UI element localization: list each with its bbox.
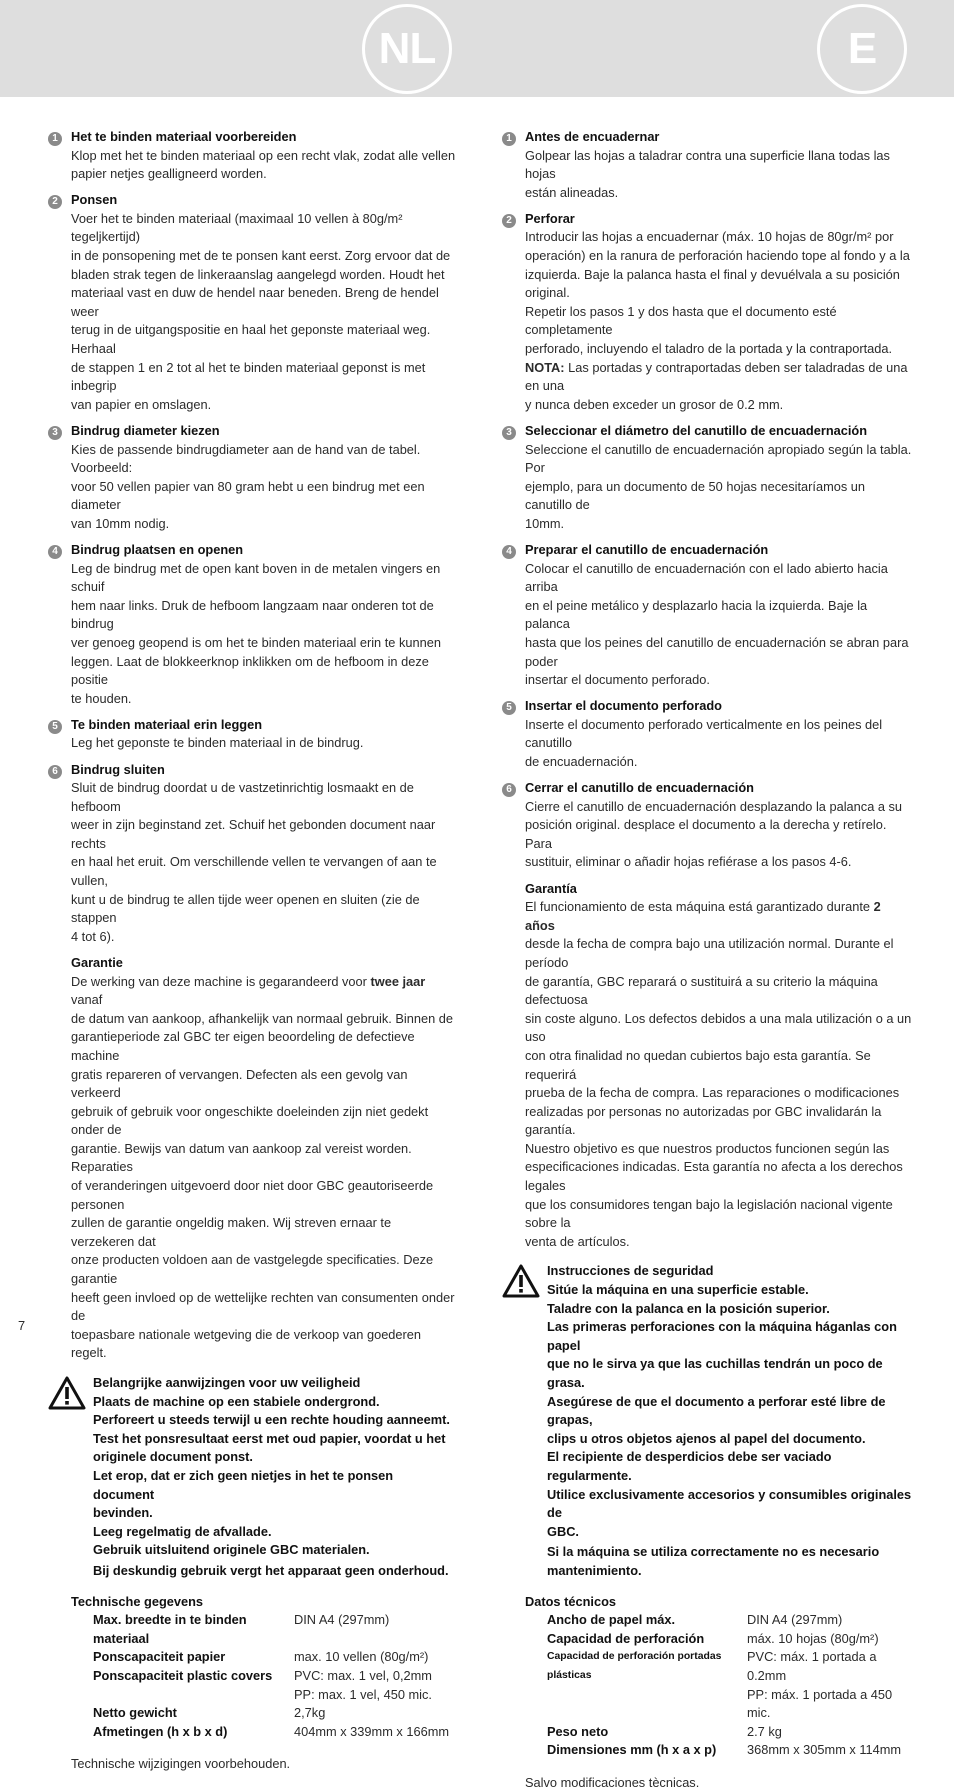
step-number: 3 — [502, 426, 516, 440]
safety-instructions: Belangrijke aanwijzingen voor uw veiligheid Plaats de machine op een stabiele ondergrond. Perforeert u steeds terwijl u een rechte houding aanneemt. Test het ponsresultaat eerst met oud papier, voordat u het originele document ponst. Let erop, dat er zich geen nietjes in het te ponsen document bevinden. Leeg regelmatig de afvallade. Gebruik uitsluitend originele GBC materialen. — [93, 1375, 450, 1558]
step-title: Bindrug plaatsen en openen — [71, 541, 244, 557]
spec-row: Afmetingen (h x b x d) 404mm x 339mm x 166mm — [93, 1723, 450, 1739]
step-text: Leg het geponste te binden materiaal in de bindrug. — [71, 735, 364, 751]
step-number: 5 — [502, 701, 516, 715]
step-number: 2 — [502, 214, 516, 228]
column-spanish — [502, 128, 912, 1792]
spec-row: Dimensiones mm (h x a x p) 368mm x 305mm x 114mm — [547, 1742, 902, 1758]
safety-maintenance: Bij deskundig gebruik vergt het apparaat geen onderhoud. — [93, 1562, 449, 1578]
step-number: 5 — [48, 720, 62, 734]
spec-row: PP: max. 1 vel, 450 mic. — [294, 1686, 432, 1702]
spec-row: PP: máx. 1 portada a 450 mic. — [747, 1686, 893, 1721]
step-title: Cerrar el canutillo de encuadernación — [525, 780, 754, 796]
spec-row: Ancho de papel máx. DIN A4 (297mm) — [547, 1612, 843, 1628]
safety-section — [502, 1262, 912, 1580]
step-title: Bindrug diameter kiezen — [71, 422, 220, 438]
step-text: Introducir las hojas a encuadernar (máx. 10 hojas de 80gr/m² por operación) en la ranura de perforación haciendo tope al fondo y a la izquierda. Baje la palanca hasta el final y devuélvala a su posición original. Repetir los pasos 1 y dos hasta que el documento esté completamente perforado, incluyendo el taladro de la portada y la contraportada. — [525, 229, 910, 357]
step-1 — [502, 128, 912, 202]
spec-row: Max. breedte in te binden materiaal DIN A4 (297mm) — [93, 1612, 390, 1646]
guarantee-title: Garantie — [71, 954, 123, 970]
language-badge-es: E — [817, 4, 907, 94]
step-title: Insertar el documento perforado — [525, 698, 722, 714]
step-3 — [48, 422, 456, 534]
page-header — [0, 0, 954, 97]
footer-note: Technische wijzigingen voorbehouden. — [71, 1756, 291, 1772]
step-number: 4 — [48, 545, 62, 559]
step-text: Seleccione el canutillo de encuadernación apropiado según la tabla. Por ejemplo, para un documento de 50 hojas necesitaríamos un canutillo de 10mm. — [525, 441, 912, 531]
spec-row: Peso neto 2.7 kg — [547, 1723, 782, 1739]
step-text: Cierre el canutillo de encuadernación desplazando la palanca a su posición original. desplace el documento a la derecha y retírelo. Para sustituir, eliminar o añadir hojas refiérase a los pasos 4-6. — [525, 798, 903, 870]
step-title: Antes de encuadernar — [525, 129, 660, 144]
guarantee-text: De werking van deze machine is gegarandeerd voor twee jaar vanaf de datum van aankoop, afhankelijk van normaal gebruik. Binnen de garantieperiode zal GBC ter eigen beoordeling de defectieve machine gratis repareren of vervangen. Defecten als een gevolg van verkeerd gebruik of gebruik voor ongeschikte doeleinden zijn niet gedekt onder de garantie. Bewijs van datum van aankoop zal vereist worden. Reparaties of veranderingen uitgevoerd door niet door GBC geautoriseerde personen zullen de garantie ongeldig maken. Wij streven ernaar te verzekeren dat onze producten voldoen aan de vastgelegde specificaties. Deze garantie heeft geen invloed op de wettelijke rechten van consumenten onder de toepasbare nationale wetgeving die de verkoop van goederen regelt. — [71, 973, 455, 1361]
step-text: Kies de passende bindrugdiameter aan de hand van de tabel. Voorbeeld: voor 50 vellen papier van 80 gram hebt u een bindrug met een diameter van 10mm nodig. — [71, 441, 425, 531]
step-4 — [502, 541, 912, 690]
step-6 — [48, 761, 456, 947]
step-text: Leg de bindrug met de open kant boven in de metalen vingers en schuif hem naar links. Druk de hefboom langzaam naar onderen tot de bindrug ver genoeg geopend is om het te binden materiaal erin te kunnen leggen. Laat de blokkeerknop inklikken om de hefboom in deze positie te houden. — [71, 560, 441, 706]
warning-icon — [502, 1264, 540, 1298]
step-text: Inserte el documento perforado verticalmente en los peines del canutillo de encuadernación. — [525, 716, 883, 769]
step-title: Bindrug sluiten — [71, 761, 165, 777]
step-6 — [502, 779, 912, 872]
step-1 — [48, 128, 456, 184]
spec-row: Capacidad de perforación portadas plásticas PVC: máx. 1 portada a 0.2mm — [547, 1649, 877, 1683]
safety-instructions: Instrucciones de seguridad Sitúe la máquina en una superficie estable. Taladre con la palanca en la posición superior. Las primeras perforaciones con la máquina háganlas con papel que no le sirva ya que las cuchillas tendrán un poco de grasa. Asegúrese de que el documento a perforar esté libre de grapas, clips u otros objetos ajenos al papel del documento. El recipiente de desperdicios debe ser vaciado regularmente. Utilice exclusivamente accesorios y consumibles originales de GBC. — [547, 1263, 912, 1539]
step-2 — [48, 191, 456, 414]
step-number: 3 — [48, 426, 62, 440]
column-dutch — [48, 128, 456, 1774]
step-number: 6 — [502, 783, 516, 797]
spec-row: Ponscapaciteit papier max. 10 vellen (80g/m²) — [93, 1649, 429, 1665]
spec-row: Netto gewicht 2,7kg — [93, 1705, 326, 1721]
step-title: Te binden materiaal erin leggen — [71, 716, 263, 732]
step-text: Golpear las hojas a taladrar contra una superficie llana todas las hojas están alineadas. — [525, 147, 890, 200]
step-number: 1 — [48, 132, 62, 146]
guarantee-title: Garantía — [525, 880, 577, 896]
warning-icon — [48, 1376, 86, 1410]
step-number: 1 — [502, 132, 516, 146]
tech-specs-title: Datos técnicos — [525, 1593, 617, 1609]
spec-row: Ponscapaciteit plastic covers PVC: max. 1 vel, 0,2mm — [93, 1667, 432, 1683]
guarantee-section — [502, 880, 912, 1252]
guarantee-text: El funcionamiento de esta máquina está garantizado durante 2 años desde la fecha de compra bajo una utilización normal. Durante el período de garantía, GBC reparará o sustituirá a su criterio la máquina defectuosa sin coste alguno. Los defectos debidos a una mala utilización o a un uso con otra finalidad no quedan cubiertos bajo esta garantía. Se requerirá prueba de la fecha de compra. Las reparaciones o modificaciones realizadas por personas no autorizadas por GBC invalidarán la garantía. Nuestro objetivo es que nuestros productos funcionen según las especificaciones indicadas. Esta garantía no afecta a los derechos legales que los consumidores tengan bajo la legislación nacional vigente sobre la venta de artículos. — [525, 899, 912, 1249]
step-title: Het te binden materiaal voorbereiden — [71, 129, 297, 144]
step-3 — [502, 422, 912, 534]
step-text: Voer het te binden materiaal (maximaal 10 vellen à 80g/m² tegeljkertijd) in de ponsopening met de te ponsen kant eerst. Zorg ervoor dat de bladen strak tegen de linkeraanslag aangelegd worden. Houdt het materiaal vast en duw de hendel naar beneden. Breng de hendel weer terug in de uitgangspositie en haal het geponste materiaal weg. Herhaal de stappen 1 en 2 tot al het te binden materiaal geponst is met inbegrip van papier en omslagen. — [71, 210, 451, 412]
step-note: NOTA: Las portadas y contraportadas deben ser taladradas de una en una y nunca deben exceder un grosor de 0.2 mm. — [525, 359, 908, 412]
step-title: Perforar — [525, 210, 575, 226]
step-5 — [48, 716, 456, 753]
step-text: Sluit de bindrug doordat u de vastzetinrichtig losmaakt en de hefboom weer in zijn beginstand zet. Schuif het gebonden document naar rechts en haal het eruit. Om verschillende vellen te vervangen of aan te vullen, kunt u de bindrug te allen tijde weer openen en sluiten (zie de stappen 4 tot 6). — [71, 780, 437, 944]
step-2 — [502, 210, 912, 415]
safety-section — [48, 1374, 456, 1581]
language-badge-nl: NL — [362, 4, 452, 94]
spec-row: Capacidad de perforación máx. 10 hojas (80g/m²) — [547, 1630, 879, 1646]
step-number: 6 — [48, 765, 62, 779]
step-number: 4 — [502, 545, 516, 559]
step-number: 2 — [48, 195, 62, 209]
page-number: 7 — [18, 1318, 26, 1333]
footer-note: Salvo modificaciones tècnicas. — [525, 1774, 700, 1790]
step-text: Colocar el canutillo de encuadernación con el lado abierto hacia arriba en el peine metálico y desplazarlo hacia la izquierda. Baje la palanca hasta que los peines del canutillo de encuadernación se abran para poder insertar el documento perforado. — [525, 560, 909, 688]
step-title: Seleccionar el diámetro del canutillo de encuadernación — [525, 422, 868, 438]
step-text: Klop met het te binden materiaal op een recht vlak, zodat alle vellen papier netjes gealligneerd worden. — [71, 147, 456, 182]
tech-specs-title: Technische gegevens — [71, 1593, 204, 1609]
tech-specs — [48, 1593, 456, 1742]
step-4 — [48, 541, 456, 708]
step-title: Preparar el canutillo de encuadernación — [525, 541, 769, 557]
tech-specs — [502, 1593, 912, 1760]
guarantee-section — [48, 954, 456, 1363]
step-5 — [502, 697, 912, 771]
safety-maintenance: Si la máquina se utiliza correctamente no es necesario mantenimiento. — [547, 1544, 880, 1578]
step-title: Ponsen — [71, 192, 118, 208]
